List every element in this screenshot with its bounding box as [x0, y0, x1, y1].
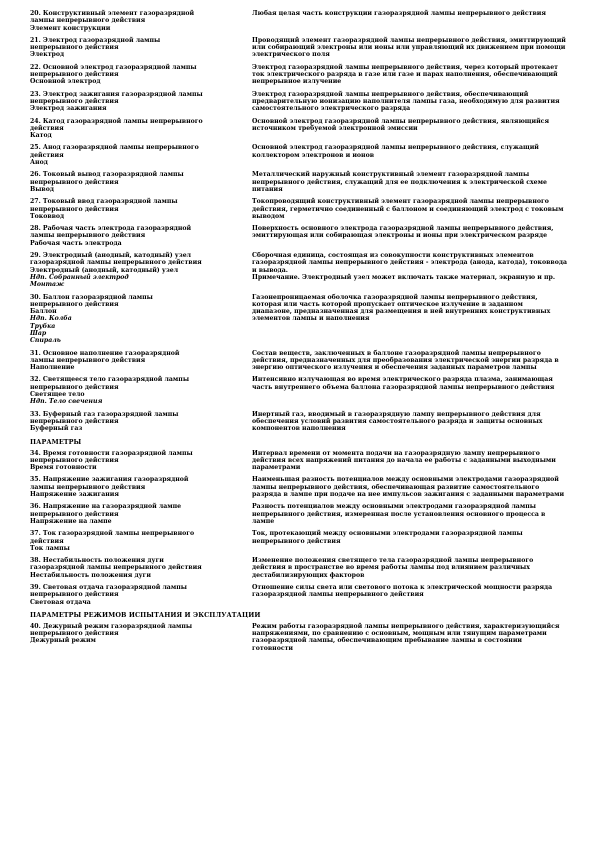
- term-line: лампы непрерывного действия: [30, 483, 146, 491]
- term-line: 20. Конструктивный элемент газоразрядной: [30, 10, 195, 17]
- definition-line: действия, герметично соединенный с баллоном и соединяющий электрод с токовым: [252, 205, 564, 213]
- definition-line: разряда в лампе при подаче на нее импульсов зажигания с заданными параметрами: [252, 491, 565, 499]
- term-name: [30, 64, 238, 86]
- term-name: [30, 557, 238, 579]
- term-definition: [252, 198, 570, 220]
- term-entry: [30, 10, 570, 32]
- term-name: [30, 198, 238, 220]
- definition-line: Изменение положения светящего тела газоразрядной лампы непрерывного: [252, 557, 534, 565]
- definition-line: действия всех напряжений питания до начала ее работы с заданными выходными: [252, 456, 556, 464]
- term-line: непрерывного действия: [30, 71, 119, 79]
- term-entry: [30, 91, 570, 113]
- term-line: непрерывного действия: [30, 630, 119, 638]
- term-definition: [252, 37, 570, 59]
- term-line: действия: [30, 124, 64, 132]
- term-line: Светящее тело: [30, 391, 85, 399]
- term-line: Световая отдача: [30, 598, 91, 606]
- definition-line: или собирающий электроны или ионы или управляющий их движением при помощи: [252, 44, 566, 52]
- term-line: Электрод: [30, 51, 65, 59]
- definition-line: источником требуемой электронной эмиссии: [252, 124, 418, 132]
- term-line: 39. Световая отдача газоразрядной лампы: [30, 584, 187, 591]
- term-name: [30, 584, 238, 606]
- definition-line: непрерывного действия, служащий для ее подключения к электрической схеме: [252, 178, 547, 186]
- term-entry: [30, 450, 570, 472]
- term-definition: [252, 376, 570, 405]
- term-line: Буферный газ: [30, 425, 83, 433]
- term-definition: [252, 584, 570, 606]
- term-entry: [30, 171, 570, 193]
- term-line: 34. Время готовности газоразрядной лампы: [30, 449, 193, 457]
- term-definition: [252, 118, 570, 140]
- term-line: Время готовности: [30, 464, 97, 472]
- term-name: [30, 411, 238, 433]
- term-line: Ндп. Собранный электрод: [30, 273, 129, 281]
- term-definition: [252, 411, 570, 433]
- term-line: лампы непрерывного действия: [30, 232, 146, 240]
- section-heading-modes: ПАРАМЕТРЫ РЕЖИМОВ ИСПЫТАНИЯ И ЭКСПЛУАТАЦИИ: [30, 610, 261, 619]
- definition-line: Режим работы газоразрядной лампы непрерывного действия, характеризующийся: [252, 622, 560, 630]
- term-entry: [30, 118, 570, 140]
- definition-line: Интервал времени от момента подачи на газоразрядную лампу непрерывного: [252, 449, 540, 457]
- term-line: лампы непрерывного действия: [30, 17, 146, 25]
- definition-line: параметрами: [252, 464, 301, 472]
- term-line: Ндп. Колба: [30, 315, 72, 323]
- term-name: [30, 252, 238, 288]
- term-line: Электрод зажигания: [30, 105, 107, 113]
- term-line: газоразрядной лампы непрерывного действия: [30, 564, 202, 572]
- definition-line: непрерывного действия: [252, 537, 341, 545]
- term-line: Токоввод: [30, 212, 65, 220]
- definition-line: Электрод газоразрядной лампы непрерывного действия, обеспечивающий: [252, 90, 529, 98]
- definition-line: Состав веществ, заключенных в баллоне газоразрядной лампы непрерывного: [252, 349, 541, 357]
- definition-line: которая или часть которой пропускает оптическое излучение в заданном: [252, 300, 523, 308]
- term-line: действия: [30, 151, 64, 159]
- definition-line: напряжениями, по сравнению с основным, мощным или тянущим параметрами: [252, 630, 547, 638]
- term-line: 25. Анод газоразрядной лампы непрерывного: [30, 144, 199, 152]
- definition-line: самостоятельного электрического разряда: [252, 105, 411, 113]
- definition-line: часть внутреннего объема баллона газоразрядной лампы непрерывного действия: [252, 383, 555, 391]
- definition-line: коллектором электронов и ионов: [252, 151, 375, 159]
- term-line: непрерывного действия: [30, 205, 119, 213]
- term-line: Баллон: [30, 308, 57, 316]
- term-line: непрерывного действия: [30, 300, 119, 308]
- term-entry: [30, 64, 570, 86]
- term-definition: [252, 252, 570, 288]
- definition-line: Разность потенциалов между основными электродами газоразрядной лампы: [252, 503, 536, 511]
- term-definition: [252, 503, 570, 525]
- term-name: [30, 118, 238, 140]
- term-line: Катод: [30, 132, 52, 140]
- term-entry: [30, 198, 570, 220]
- definition-line: выводом: [252, 212, 285, 220]
- term-entry: [30, 350, 570, 372]
- term-name: [30, 623, 238, 652]
- term-line: 36. Напряжение на газоразрядной лампе: [30, 503, 182, 511]
- term-line: непрерывного действия: [30, 456, 119, 464]
- term-entry: [30, 476, 570, 498]
- term-line: 38. Нестабильность положения дуги: [30, 557, 164, 565]
- term-entry: [30, 144, 570, 166]
- term-line: Шар: [30, 329, 47, 337]
- definition-line: Наименьшая разность потенциалов между основными электродами газоразрядной: [252, 476, 559, 484]
- term-definition: [252, 171, 570, 193]
- term-name: [30, 450, 238, 472]
- term-name: [30, 10, 238, 32]
- definition-line: Ток, протекающий между основными электродами газоразрядной лампы: [252, 530, 523, 538]
- definition-line: питания: [252, 185, 283, 193]
- term-line: Спираль: [30, 337, 61, 345]
- definition-line: Поверхность основного электрода газоразрядной лампы непрерывного действия,: [252, 225, 554, 233]
- term-line: Монтаж: [30, 281, 65, 289]
- term-line: 32. Светящееся тело газоразрядной лампы: [30, 376, 190, 384]
- definition-line: энергию оптического излучения и обеспечения заданных параметров лампы: [252, 364, 537, 372]
- definition-line: диапазоне, предназначенная для размещения в ней внутренних конструктивных: [252, 308, 551, 316]
- definition-line: газоразрядной лампы непрерывного действия - электрода (анода, катода), токоввода: [252, 259, 567, 267]
- term-name: [30, 37, 238, 59]
- definition-line: и вывода.: [252, 266, 288, 274]
- definition-line: Токопроводящий конструктивный элемент газоразрядной лампы непрерывного: [252, 198, 549, 206]
- term-line: Ндп. Тело свечения: [30, 398, 103, 406]
- term-line: 40. Дежурный режим газоразрядной лампы: [30, 622, 193, 630]
- term-definition: [252, 450, 570, 472]
- definition-line: обеспечения условий развития самостоятельного разряда и защиты основных: [252, 417, 543, 425]
- definition-line: компонентов наполнения: [252, 425, 346, 433]
- term-name: [30, 530, 238, 552]
- definition-line: ток электрического разряда в газе или газе и парах наполнения, обеспечивающий: [252, 71, 558, 79]
- definition-line: Основной электрод газоразрядной лампы непрерывного действия, служащий: [252, 144, 539, 152]
- term-name: [30, 144, 238, 166]
- terms-block-definitions: [30, 10, 570, 433]
- term-definition: [252, 476, 570, 498]
- document-page: [30, 10, 570, 657]
- term-line: 31. Основное наполнение газоразрядной: [30, 349, 180, 357]
- term-line: Дежурный режим: [30, 637, 96, 645]
- term-line: 21. Электрод газоразрядной лампы: [30, 36, 161, 44]
- term-line: Ток лампы: [30, 544, 70, 552]
- section-heading-parameters: ПАРАМЕТРЫ: [30, 437, 82, 446]
- term-entry: [30, 623, 570, 652]
- term-entry: [30, 294, 570, 345]
- term-line: 26. Токовый вывод газоразрядной лампы: [30, 171, 184, 179]
- definition-line: Сборочная единица, состоящая из совокупности конструктивных элементов: [252, 252, 534, 260]
- term-line: непрерывного действия: [30, 97, 119, 105]
- term-definition: [252, 64, 570, 86]
- term-entry: [30, 37, 570, 59]
- term-line: Вывод: [30, 185, 54, 193]
- term-line: Рабочая часть электрода: [30, 239, 122, 247]
- term-definition: [252, 557, 570, 579]
- term-line: непрерывного действия: [30, 178, 119, 186]
- term-definition: [252, 294, 570, 345]
- term-line: непрерывного действия: [30, 44, 119, 52]
- term-entry: [30, 252, 570, 288]
- definition-line: Отношение силы света или светового потока к электрической мощности разряда: [252, 584, 553, 591]
- term-line: 23. Электрод зажигания газоразрядной лампы: [30, 90, 203, 98]
- term-line: 24. Катод газоразрядной лампы непрерывного: [30, 117, 203, 125]
- definition-line: Металлический наружный конструктивный элемент газоразрядной лампы: [252, 171, 530, 179]
- term-definition: [252, 91, 570, 113]
- definition-line: лампе: [252, 517, 275, 525]
- term-definition: [252, 10, 570, 32]
- term-line: 30. Баллон газоразрядной лампы: [30, 293, 153, 301]
- term-name: [30, 350, 238, 372]
- term-line: действия: [30, 537, 64, 545]
- term-line: Напряжение на лампе: [30, 517, 112, 525]
- term-definition: [252, 225, 570, 247]
- term-line: 22. Основной электрод газоразрядной лампы: [30, 63, 197, 71]
- term-entry: [30, 411, 570, 433]
- definition-line: непрерывного действия, измеренная после установления основного процесса в: [252, 510, 546, 518]
- term-line: Элемент конструкции: [30, 24, 111, 32]
- term-line: непрерывного действия: [30, 417, 119, 425]
- term-line: 28. Рабочая часть электрода газоразрядной: [30, 225, 192, 233]
- definition-line: дестабилизирующих факторов: [252, 571, 365, 579]
- term-definition: [252, 623, 570, 652]
- terms-block-parameters: [30, 450, 570, 606]
- term-name: [30, 91, 238, 113]
- term-entry: [30, 584, 570, 606]
- term-definition: [252, 350, 570, 372]
- term-name: [30, 171, 238, 193]
- term-name: [30, 503, 238, 525]
- definition-line: газоразрядной лампы непрерывного действия: [252, 591, 424, 599]
- definition-line: Интенсивно излучающая во время электрического разряда плазма, занимающая: [252, 376, 553, 384]
- definition-line: электрического поля: [252, 51, 330, 59]
- definition-line: Газонепроницаемая оболочка газоразрядной лампы непрерывного действия,: [252, 293, 538, 301]
- term-entry: [30, 225, 570, 247]
- term-line: непрерывного действия: [30, 383, 119, 391]
- definition-line: лампы непрерывного действия, обеспечивающая развитие самостоятельного: [252, 483, 540, 491]
- definition-line: Любая целая часть конструкции газоразрядной лампы непрерывного действия: [252, 10, 546, 17]
- term-name: [30, 476, 238, 498]
- term-entry: [30, 530, 570, 552]
- terms-block-modes: [30, 623, 570, 652]
- term-line: Наполнение: [30, 364, 75, 372]
- definition-line: действия в пространстве во время работы лампы под влиянием различных: [252, 564, 530, 572]
- term-line: Электродный (анодный, катодный) узел: [30, 266, 179, 274]
- definition-line: эмиттирующая или собирающая электроны и ионы при электрическом разряде: [252, 232, 548, 240]
- term-line: 37. Ток газоразрядной лампы непрерывного: [30, 530, 195, 538]
- term-definition: [252, 530, 570, 552]
- term-entry: [30, 503, 570, 525]
- definition-line: Основной электрод газоразрядной лампы непрерывного действия, являющийся: [252, 117, 550, 125]
- term-line: 35. Напряжение зажигания газоразрядной: [30, 476, 189, 484]
- definition-line: Инертный газ, вводимый в газоразрядную лампу непрерывного действия для: [252, 410, 541, 418]
- definition-line: элементов лампы и наполнения: [252, 315, 370, 323]
- definition-line: предварительную ионизацию наполнителя лампы газа, необходимую для развития: [252, 97, 560, 105]
- term-name: [30, 294, 238, 345]
- term-line: Напряжение зажигания: [30, 491, 119, 499]
- definition-line: газоразрядной лампы, обеспечивающим пребывание лампы в состоянии: [252, 637, 523, 645]
- term-line: Трубка: [30, 322, 56, 330]
- term-line: Нестабильность положения дуги: [30, 571, 151, 579]
- term-entry: [30, 557, 570, 579]
- definition-line: непрерывное излучение: [252, 78, 342, 86]
- term-line: непрерывного действия: [30, 510, 119, 518]
- term-line: газоразрядной лампы непрерывного действия: [30, 259, 202, 267]
- definition-line: Проводящий элемент газоразрядной лампы непрерывного действия, эмиттирующий: [252, 36, 566, 44]
- term-line: лампы непрерывного действия: [30, 356, 146, 364]
- term-line: Основной электрод: [30, 78, 101, 86]
- term-line: 29. Электродный (анодный, катодный) узел: [30, 252, 192, 260]
- term-name: [30, 376, 238, 405]
- definition-line: действия, предназначенных для преобразования электрической энергии разряда в: [252, 356, 559, 364]
- term-definition: [252, 144, 570, 166]
- definition-line: Электрод газоразрядной лампы непрерывного действия, через который протекает: [252, 63, 558, 71]
- term-line: 33. Буферный газ газоразрядной лампы: [30, 410, 179, 418]
- term-entry: [30, 376, 570, 405]
- definition-line: готовности: [252, 644, 294, 652]
- term-line: непрерывного действия: [30, 591, 119, 599]
- term-name: [30, 225, 238, 247]
- definition-line: Примечание. Электродный узел может включать также материал, экранную и пр.: [252, 273, 556, 281]
- term-line: 27. Токовый ввод газоразрядной лампы: [30, 198, 178, 206]
- term-line: Анод: [30, 159, 48, 167]
